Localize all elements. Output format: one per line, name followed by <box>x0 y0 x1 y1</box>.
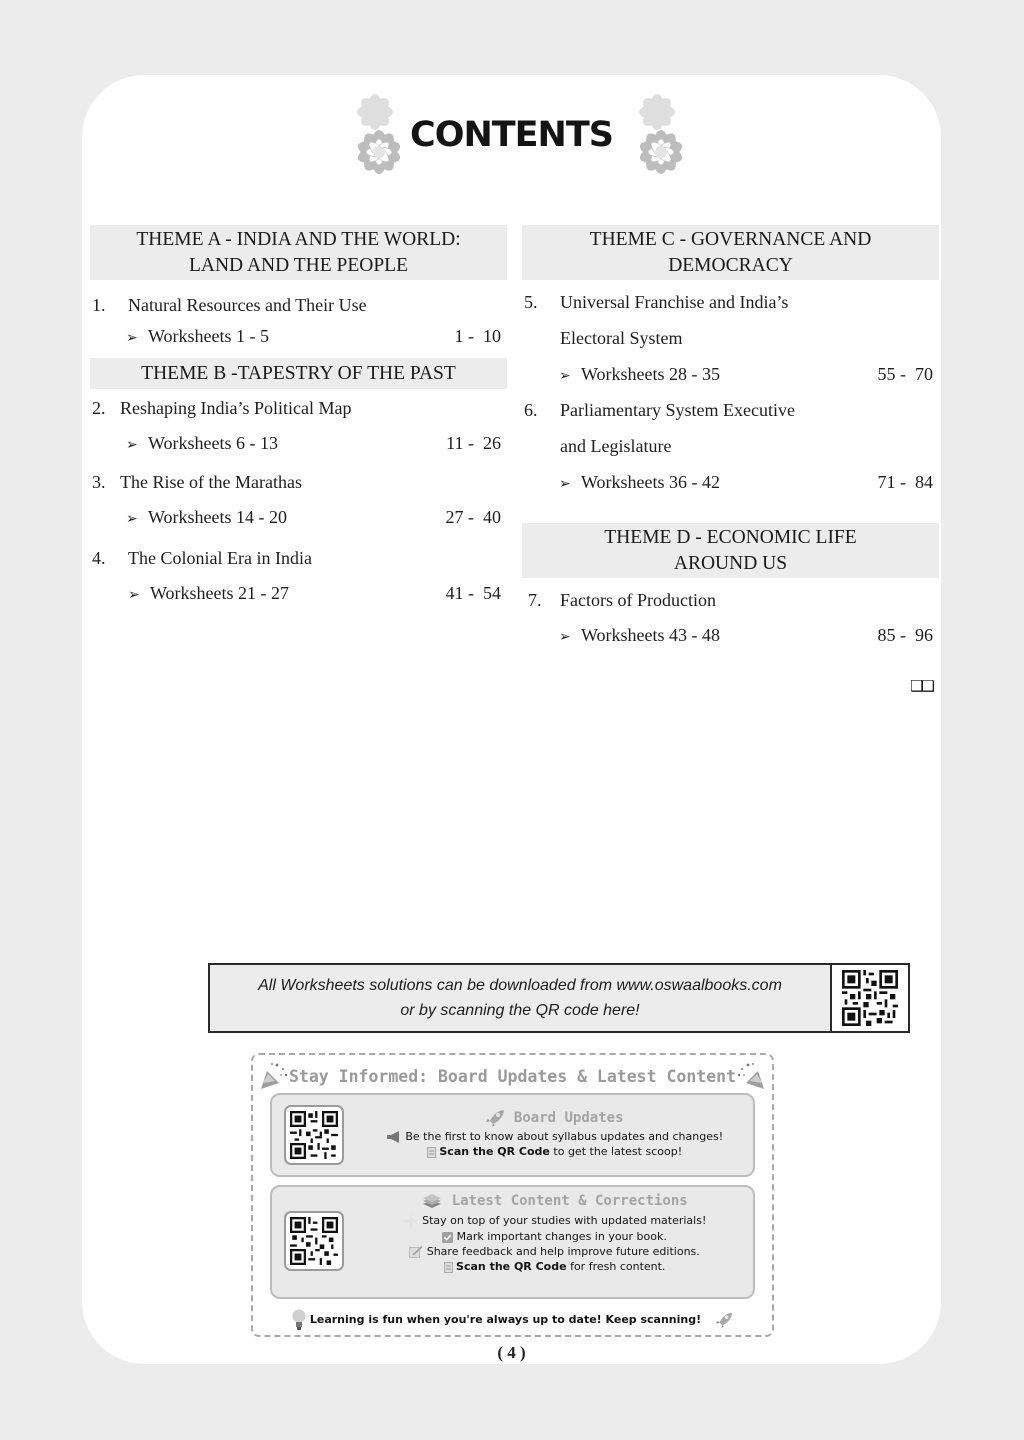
download-banner-line1: All Worksheets solutions can be downloaded from www.oswaalbooks.com <box>258 977 782 994</box>
chapter-2[interactable] <box>90 398 507 419</box>
chapter-title-line1: Universal Franchise and India’s <box>560 292 789 312</box>
page-number: ( 4 ) <box>497 1343 526 1362</box>
page-range: 11 - 26 <box>446 433 501 453</box>
worksheet-entry[interactable] <box>90 433 507 454</box>
latest-content-panel <box>270 1185 755 1299</box>
contents-left-column <box>90 225 507 604</box>
worksheet-label: Worksheets 28 - 35 <box>581 364 721 384</box>
latest-content-line1: Stay on top of your studies with updated materials! <box>422 1214 707 1227</box>
latest-content-title: Latest Content & Corrections <box>451 1193 688 1209</box>
chapter-3[interactable] <box>90 472 507 493</box>
qr-code-box[interactable] <box>830 965 908 1031</box>
board-updates-content <box>362 1109 747 1159</box>
chapter-title-line2: and Legislature <box>560 436 672 456</box>
stay-informed-heading: Stay Informed: Board Updates & Latest Content <box>288 1067 737 1086</box>
download-banner <box>208 963 910 1033</box>
worksheet-label: Worksheets 21 - 27 <box>150 583 290 603</box>
arrow-bullet-icon: ➢ <box>126 438 138 453</box>
board-updates-panel <box>270 1093 755 1177</box>
clipboard-icon <box>427 1147 436 1158</box>
latest-content-qr[interactable] <box>284 1211 344 1271</box>
board-updates-title: Board Updates <box>513 1110 624 1126</box>
books-icon <box>421 1193 443 1209</box>
stay-informed-footer <box>253 1309 772 1331</box>
chapter-7[interactable] <box>522 590 939 611</box>
latest-content-line4: for fresh content. <box>566 1260 666 1273</box>
qr-code-icon[interactable] <box>290 1217 338 1265</box>
theme-a-line2: LAND AND THE PEOPLE <box>188 255 408 276</box>
worksheet-label: Worksheets 36 - 42 <box>581 472 721 492</box>
stay-informed-footer-text: Learning is fun when you're always up to date! Keep scanning! <box>309 1313 702 1326</box>
board-updates-qr[interactable] <box>284 1105 344 1165</box>
page-range: 85 - 96 <box>877 625 933 645</box>
board-updates-line1: Be the first to know about syllabus updates and changes! <box>405 1130 724 1143</box>
clipboard-icon <box>444 1262 453 1273</box>
worksheet-entry[interactable] <box>90 326 507 347</box>
chapter-title-line2: Electoral System <box>560 328 683 348</box>
chapter-title: Factors of Production <box>560 590 716 610</box>
rocket-icon <box>715 1311 733 1329</box>
worksheet-entry[interactable] <box>522 472 939 493</box>
theme-d-heading <box>522 523 939 578</box>
chapter-1[interactable] <box>90 295 507 316</box>
qr-code-icon[interactable] <box>842 970 898 1026</box>
stay-informed-box <box>251 1053 774 1337</box>
arrow-bullet-icon: ➢ <box>126 331 138 346</box>
end-mark-icon: ❑❑ <box>910 677 933 695</box>
chapter-title: The Colonial Era in India <box>128 548 312 568</box>
theme-b-heading <box>90 358 507 389</box>
worksheet-entry[interactable] <box>522 625 939 646</box>
download-banner-line2: or by scanning the QR code here! <box>400 1002 640 1019</box>
download-banner-text <box>210 965 830 1031</box>
theme-c-line1: THEME C - GOVERNANCE AND <box>589 229 872 250</box>
chapter-title <box>560 292 939 349</box>
arrow-bullet-icon: ➢ <box>559 369 571 384</box>
chapter-number: 3. <box>92 472 106 492</box>
arrow-bullet-icon: ➢ <box>128 588 140 603</box>
chapter-title: Reshaping India’s Political Map <box>120 398 352 418</box>
chapter-title: Natural Resources and Their Use <box>128 295 367 315</box>
chapter-6[interactable] <box>522 400 939 457</box>
chapter-4[interactable] <box>90 548 507 569</box>
arrow-bullet-icon: ➢ <box>126 512 138 527</box>
theme-c-line2: DEMOCRACY <box>668 255 793 276</box>
latest-content-line2: Mark important changes in your book. <box>456 1230 667 1243</box>
page-range: 41 - 54 <box>445 583 501 603</box>
theme-b-line1: THEME B -TAPESTRY OF THE PAST <box>141 363 456 384</box>
worksheet-entry[interactable] <box>522 364 939 385</box>
chapter-number: 4. <box>92 548 106 568</box>
chapter-number: 1. <box>92 295 106 315</box>
page-range: 55 - 70 <box>877 364 933 384</box>
worksheet-label: Worksheets 6 - 13 <box>148 433 279 453</box>
board-updates-line2: to get the latest scoop! <box>549 1145 683 1158</box>
chapter-number: 2. <box>92 398 106 418</box>
lightbulb-icon <box>292 1309 306 1331</box>
qr-code-icon[interactable] <box>290 1111 338 1159</box>
chapter-number: 6. <box>524 400 538 420</box>
theme-d-line2: AROUND US <box>673 553 788 574</box>
chapter-number: 7. <box>528 590 542 610</box>
sparkles-icon <box>403 1213 419 1229</box>
chapter-number: 5. <box>524 292 538 312</box>
megaphone-icon <box>386 1131 402 1143</box>
scan-qr-bold: Scan the QR Code <box>456 1260 567 1273</box>
worksheet-label: Worksheets 1 - 5 <box>148 326 270 346</box>
theme-d-line1: THEME D - ECONOMIC LIFE <box>604 527 857 548</box>
chapter-5[interactable] <box>522 292 939 349</box>
worksheet-label: Worksheets 14 - 20 <box>148 507 288 527</box>
worksheet-entry[interactable] <box>90 583 507 604</box>
theme-a-heading <box>90 225 507 280</box>
worksheet-label: Worksheets 43 - 48 <box>581 625 721 645</box>
rocket-icon <box>485 1109 505 1127</box>
scan-qr-bold: Scan the QR Code <box>439 1145 550 1158</box>
page-title: CONTENTS <box>410 115 613 155</box>
checkbox-checked-icon <box>442 1232 453 1243</box>
memo-pencil-icon <box>409 1246 423 1258</box>
latest-content-content <box>362 1193 747 1274</box>
latest-content-line3: Share feedback and help improve future editions. <box>426 1245 700 1258</box>
contents-right-column <box>522 225 939 695</box>
arrow-bullet-icon: ➢ <box>559 477 571 492</box>
chapter-title-line1: Parliamentary System Executive <box>560 400 795 420</box>
page-card <box>82 75 941 1364</box>
page-range: 27 - 40 <box>445 507 501 527</box>
chapter-title <box>560 400 939 457</box>
page-range: 1 - 10 <box>454 326 501 346</box>
chapter-title: The Rise of the Marathas <box>120 472 302 492</box>
theme-a-line1: THEME A - INDIA AND THE WORLD: <box>136 229 461 250</box>
theme-c-heading <box>522 225 939 280</box>
arrow-bullet-icon: ➢ <box>559 630 571 645</box>
worksheet-entry[interactable] <box>90 507 507 528</box>
page-range: 71 - 84 <box>877 472 933 492</box>
